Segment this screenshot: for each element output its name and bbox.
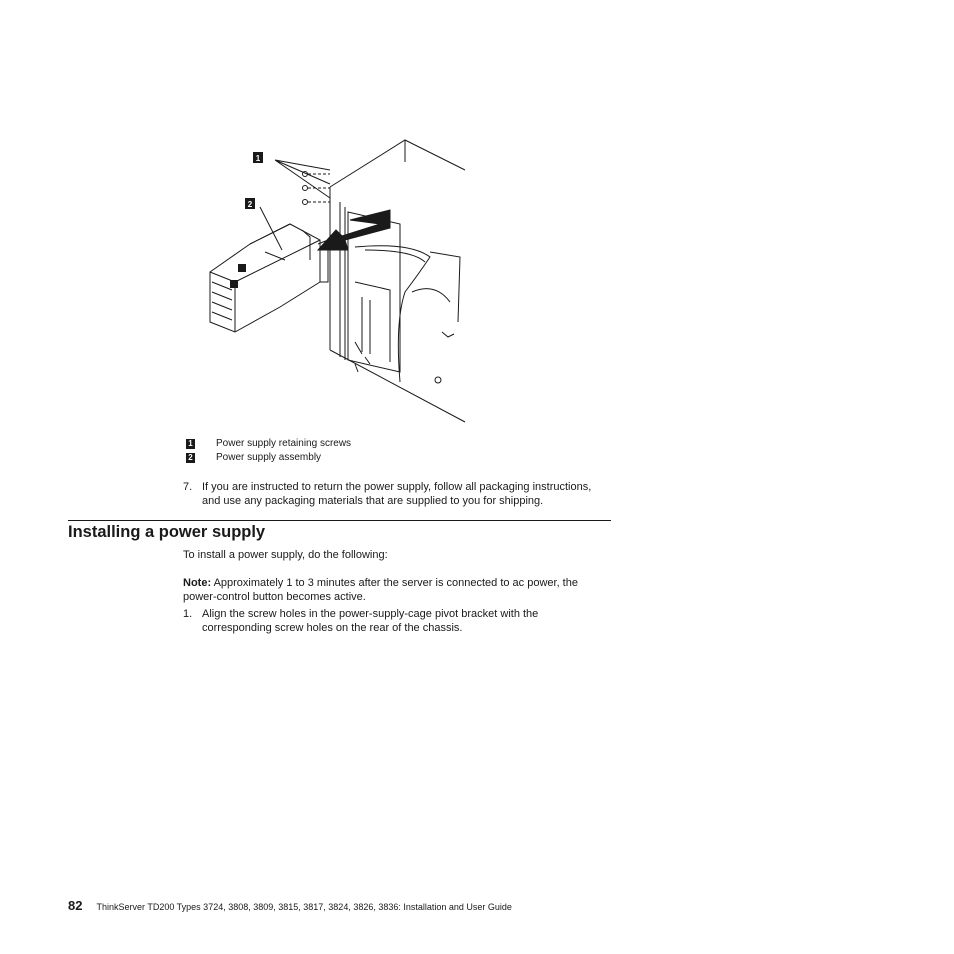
footer-text: ThinkServer TD200 Types 3724, 3808, 3809, 3815, 3817, 3824, 3826, 3836: Installation and User Guide bbox=[96, 902, 512, 912]
step-7-line-2: and use any packaging materials that are supplied to you for shipping. bbox=[202, 495, 544, 507]
step-1-line-1: Align the screw holes in the power-supply-cage pivot bracket with the bbox=[202, 608, 539, 620]
chassis-outline bbox=[330, 140, 465, 422]
callout-2-label: 2 bbox=[247, 200, 253, 209]
note-line-2: power-control button becomes active. bbox=[183, 591, 366, 603]
power-supply-assembly-outline bbox=[210, 224, 320, 332]
callout-2-box bbox=[245, 198, 255, 209]
legend-item bbox=[186, 451, 351, 465]
step-1 bbox=[183, 607, 538, 635]
step-1-number: 1. bbox=[183, 608, 193, 620]
note-paragraph bbox=[183, 576, 578, 604]
note-line-1: Approximately 1 to 3 minutes after the server is connected to ac power, the bbox=[213, 577, 578, 589]
callout-1-label: 1 bbox=[255, 154, 261, 163]
power-supply-removal-illustration bbox=[190, 132, 470, 424]
legend-item bbox=[186, 437, 351, 451]
legend-text-2: Power supply assembly bbox=[216, 452, 322, 463]
section-divider bbox=[68, 520, 611, 521]
legend-text-1: Power supply retaining screws bbox=[216, 438, 352, 449]
legend-callout-2: 2 bbox=[186, 453, 195, 463]
illustration-svg bbox=[190, 132, 470, 424]
removal-arrow bbox=[318, 210, 390, 250]
section-intro: To install a power supply, do the following: bbox=[183, 549, 388, 561]
note-label: Note: bbox=[183, 577, 212, 589]
step-7-line-1: If you are instructed to return the power supply, follow all packaging instructions, bbox=[202, 481, 592, 493]
step-7-number: 7. bbox=[183, 481, 193, 493]
page-footer bbox=[68, 898, 512, 913]
step-7 bbox=[183, 480, 591, 508]
page-number: 82 bbox=[68, 898, 83, 913]
figure-legend bbox=[186, 437, 351, 465]
section-title: Installing a power supply bbox=[68, 523, 266, 541]
step-1-line-2: corresponding screw holes on the rear of the chassis. bbox=[202, 622, 463, 634]
legend-callout-1: 1 bbox=[186, 439, 195, 449]
callout-1-box bbox=[253, 152, 263, 163]
